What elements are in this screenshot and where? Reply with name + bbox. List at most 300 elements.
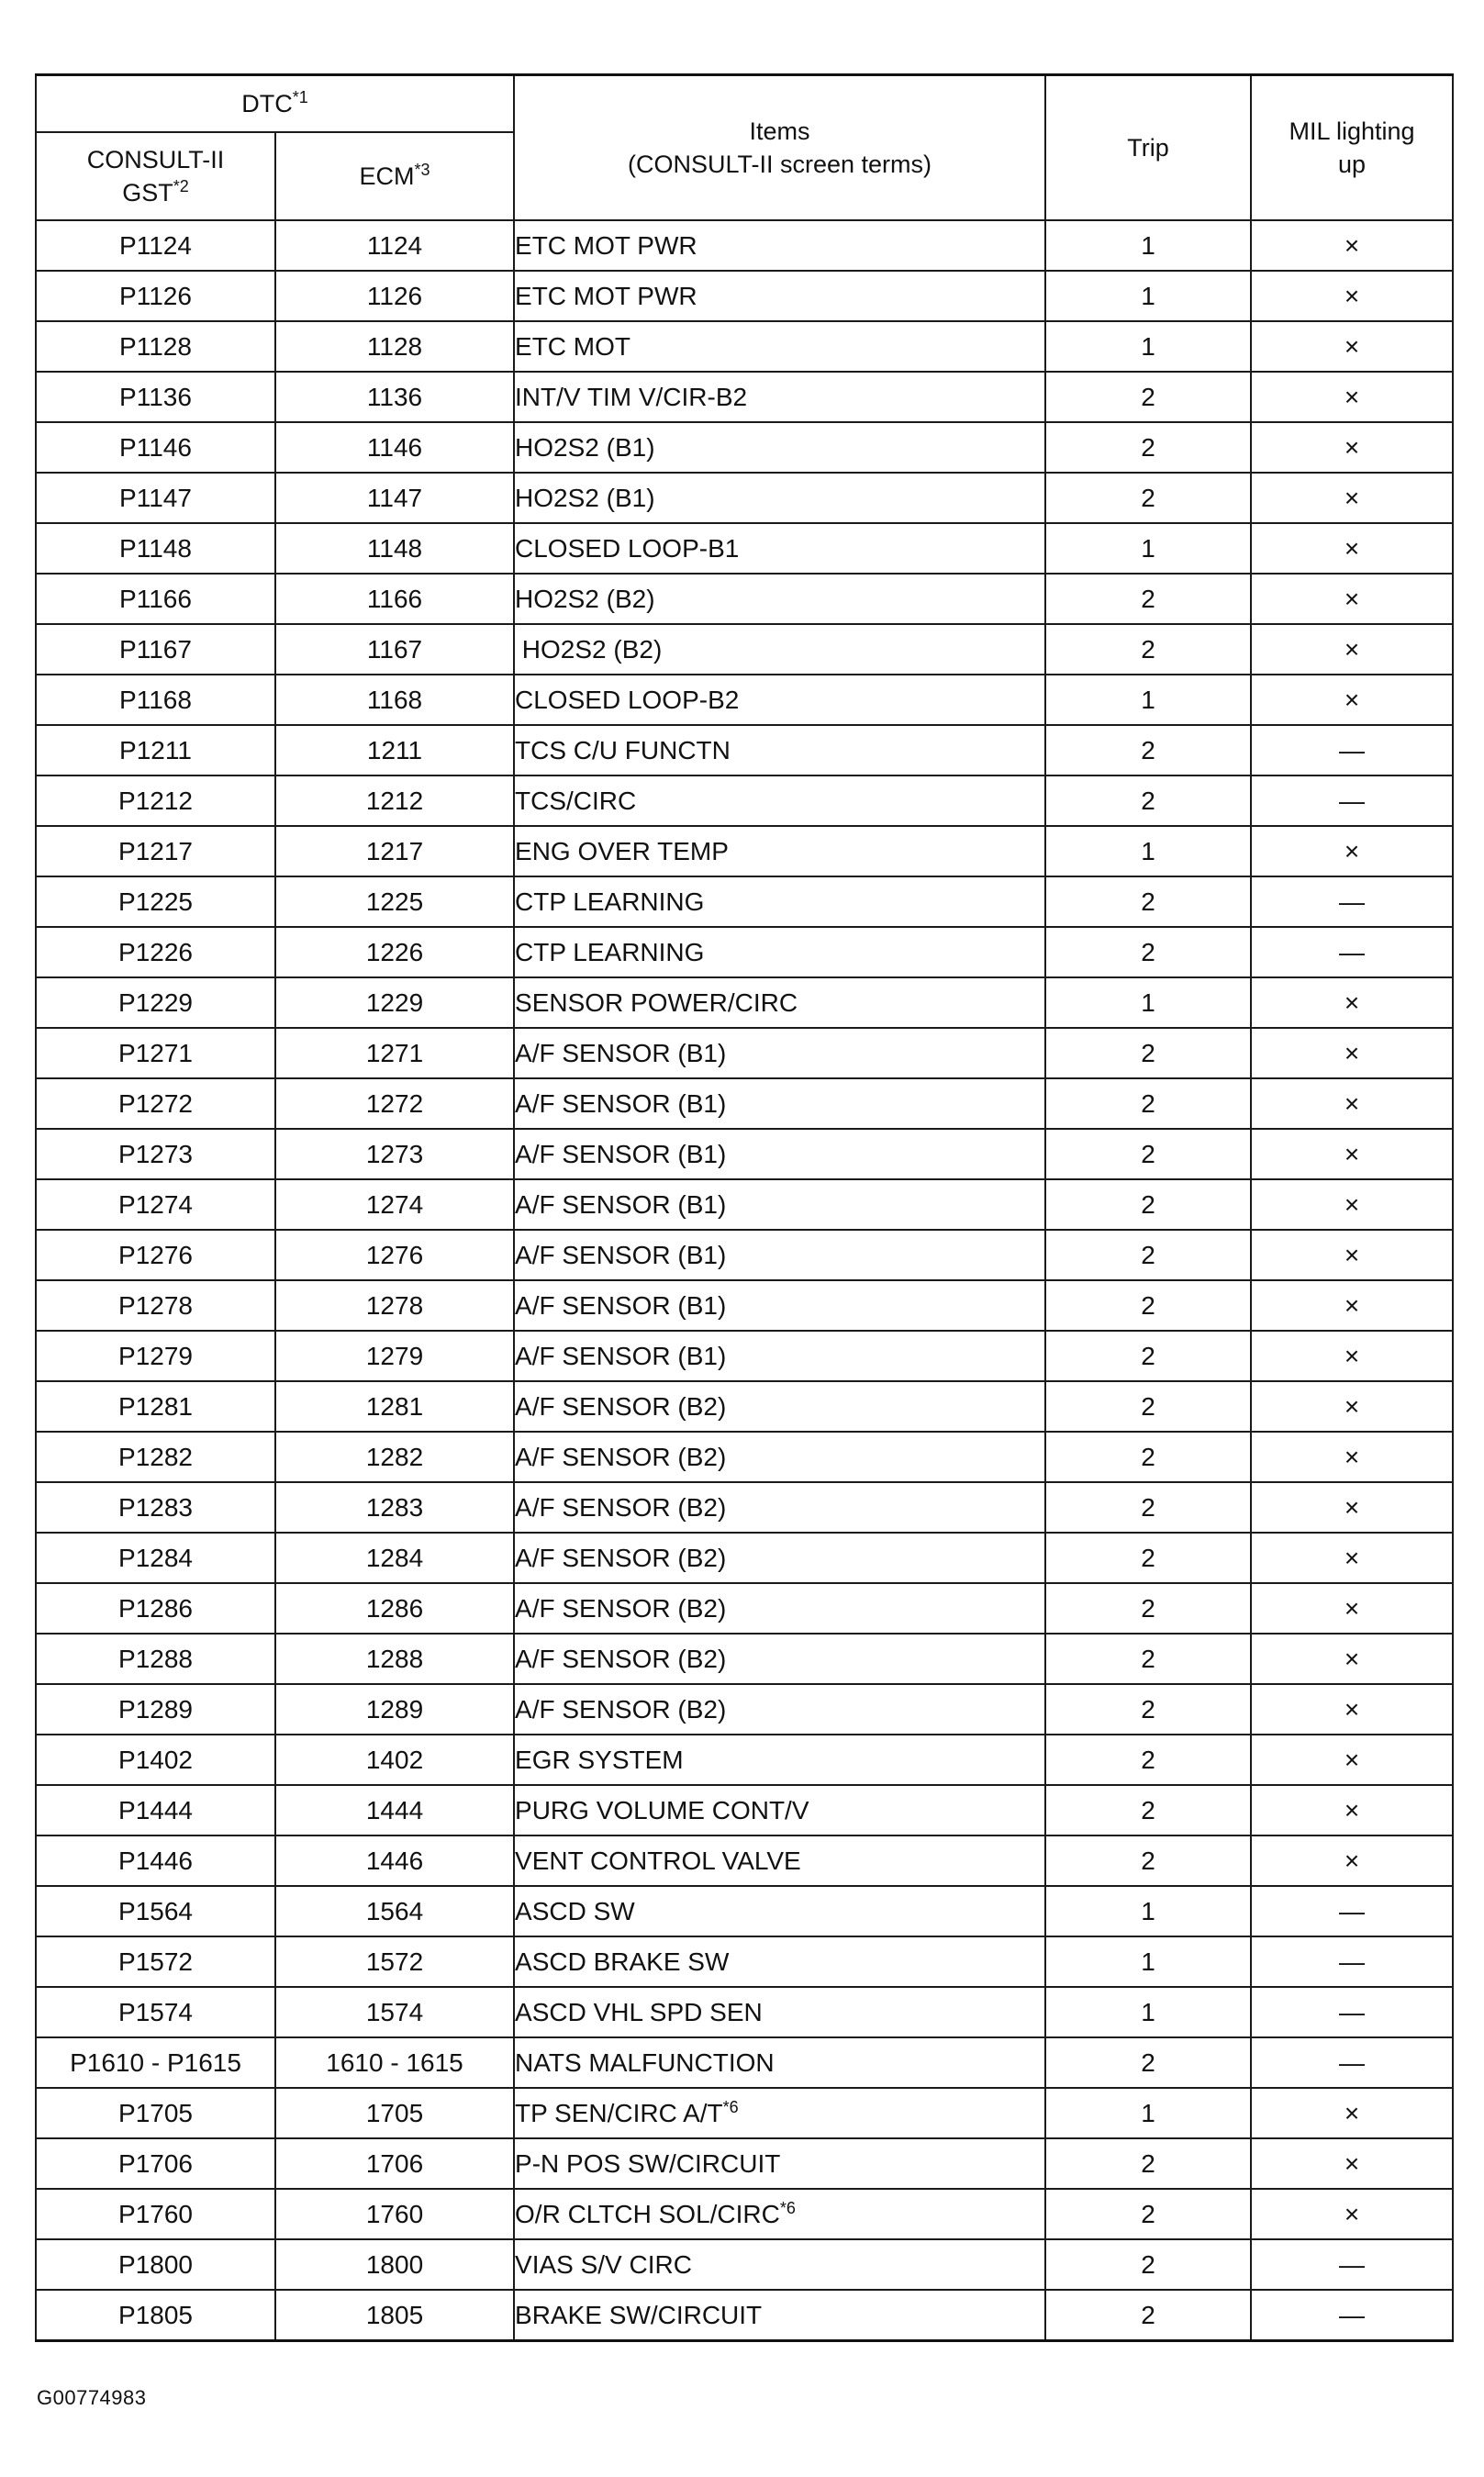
trip-cell: 2 — [1045, 1230, 1251, 1280]
mil-cell: × — [1251, 1381, 1453, 1432]
item-cell — [514, 1533, 1045, 1583]
gst-code-cell: P1281 — [36, 1381, 275, 1432]
gst-code-cell: P1217 — [36, 826, 275, 876]
item-cell — [514, 2189, 1045, 2239]
gst-code-cell: P1273 — [36, 1129, 275, 1179]
ecm-code-cell: 1128 — [275, 321, 514, 372]
mil-cell: — — [1251, 725, 1453, 775]
item-text: CLOSED LOOP-B1 — [515, 533, 740, 563]
mil-cell: × — [1251, 2189, 1453, 2239]
ecm-code-cell: 1136 — [275, 372, 514, 422]
gst-code-cell: P1274 — [36, 1179, 275, 1230]
gst-code-cell: P1289 — [36, 1684, 275, 1735]
table-row — [36, 1331, 1453, 1381]
ecm-code-cell: 1283 — [275, 1482, 514, 1533]
gst-header-label: GST — [122, 179, 173, 206]
gst-code-cell: P1610 - P1615 — [36, 2037, 275, 2088]
ecm-code-cell: 1217 — [275, 826, 514, 876]
mil-cell: × — [1251, 1331, 1453, 1381]
item-cell — [514, 775, 1045, 826]
trip-cell: 2 — [1045, 1129, 1251, 1179]
footnote-mark: *2 — [173, 177, 189, 195]
item-cell — [514, 1684, 1045, 1735]
table-row — [36, 775, 1453, 826]
trip-cell: 1 — [1045, 321, 1251, 372]
ecm-code-cell: 1147 — [275, 473, 514, 523]
gst-code-cell: P1402 — [36, 1735, 275, 1785]
item-cell — [514, 1230, 1045, 1280]
ecm-code-cell: 1446 — [275, 1835, 514, 1886]
trip-cell: 2 — [1045, 1331, 1251, 1381]
mil-cell: × — [1251, 1634, 1453, 1684]
trip-cell: 2 — [1045, 775, 1251, 826]
footnote-mark: *3 — [414, 160, 430, 179]
gst-code-cell: P1283 — [36, 1482, 275, 1533]
ecm-code-cell: 1126 — [275, 271, 514, 321]
item-cell — [514, 1835, 1045, 1886]
mil-cell: × — [1251, 977, 1453, 1028]
table-row — [36, 876, 1453, 927]
item-text: O/R CLTCH SOL/CIRC — [515, 2199, 780, 2228]
table-row — [36, 1381, 1453, 1432]
item-cell — [514, 1482, 1045, 1533]
item-cell — [514, 876, 1045, 927]
item-text: A/F SENSOR (B2) — [515, 1492, 727, 1522]
mil-cell: × — [1251, 2138, 1453, 2189]
table-body — [36, 220, 1453, 2341]
item-text: HO2S2 (B2) — [515, 584, 655, 613]
item-text: TP SEN/CIRC A/T — [515, 2098, 723, 2127]
gst-code-cell: P1574 — [36, 1987, 275, 2037]
mil-cell: — — [1251, 1987, 1453, 2037]
gst-code-cell: P1147 — [36, 473, 275, 523]
gst-code-cell: P1126 — [36, 271, 275, 321]
mil-cell: — — [1251, 2239, 1453, 2290]
ecm-code-cell: 1572 — [275, 1936, 514, 1987]
ecm-code-cell: 1148 — [275, 523, 514, 574]
item-text: A/F SENSOR (B2) — [515, 1593, 727, 1623]
item-text: BRAKE SW/CIRCUIT — [515, 2300, 763, 2329]
trip-cell: 2 — [1045, 1583, 1251, 1634]
table-row — [36, 1735, 1453, 1785]
ecm-code-cell: 1226 — [275, 927, 514, 977]
mil-cell: × — [1251, 1078, 1453, 1129]
mil-header — [1251, 75, 1453, 221]
dtc-table — [35, 73, 1454, 2342]
table-row — [36, 574, 1453, 624]
item-cell — [514, 1280, 1045, 1331]
ecm-code-cell: 1574 — [275, 1987, 514, 2037]
gst-code-cell: P1572 — [36, 1936, 275, 1987]
item-text: PURG VOLUME CONT/V — [515, 1795, 809, 1824]
item-text: HO2S2 (B1) — [515, 483, 655, 512]
dtc-header-label: DTC — [241, 89, 293, 117]
gst-code-cell: P1146 — [36, 422, 275, 473]
item-cell — [514, 473, 1045, 523]
trip-cell: 2 — [1045, 2138, 1251, 2189]
gst-code-cell: P1229 — [36, 977, 275, 1028]
ecm-code-cell: 1800 — [275, 2239, 514, 2290]
ecm-code-cell: 1273 — [275, 1129, 514, 1179]
item-text: ASCD VHL SPD SEN — [515, 1997, 763, 2026]
gst-code-cell: P1284 — [36, 1533, 275, 1583]
ecm-code-cell: 1167 — [275, 624, 514, 675]
ecm-code-cell: 1282 — [275, 1432, 514, 1482]
item-text: SENSOR POWER/CIRC — [515, 987, 798, 1017]
item-text: ETC MOT — [515, 331, 631, 361]
dtc-table-container — [35, 73, 1452, 2342]
ecm-code-cell: 1229 — [275, 977, 514, 1028]
ecm-code-cell: 1444 — [275, 1785, 514, 1835]
item-cell — [514, 2290, 1045, 2341]
ecm-code-cell: 1284 — [275, 1533, 514, 1583]
ecm-code-cell: 1168 — [275, 675, 514, 725]
item-text: VENT CONTROL VALVE — [515, 1846, 801, 1875]
ecm-code-cell: 1706 — [275, 2138, 514, 2189]
trip-cell: 2 — [1045, 1482, 1251, 1533]
gst-code-cell: P1136 — [36, 372, 275, 422]
item-cell — [514, 1381, 1045, 1432]
trip-cell: 2 — [1045, 1432, 1251, 1482]
item-text: A/F SENSOR (B2) — [515, 1442, 727, 1471]
mil-header-line2: up — [1337, 151, 1367, 178]
trip-cell: 1 — [1045, 826, 1251, 876]
mil-cell: — — [1251, 927, 1453, 977]
ecm-code-cell: 1564 — [275, 1886, 514, 1936]
gst-code-cell: P1211 — [36, 725, 275, 775]
trip-cell: 1 — [1045, 2088, 1251, 2138]
trip-cell: 2 — [1045, 1634, 1251, 1684]
mil-cell: × — [1251, 1785, 1453, 1835]
table-row — [36, 826, 1453, 876]
item-cell — [514, 1432, 1045, 1482]
gst-code-cell: P1564 — [36, 1886, 275, 1936]
ecm-code-cell: 1278 — [275, 1280, 514, 1331]
table-row — [36, 220, 1453, 271]
item-cell — [514, 1735, 1045, 1785]
table-row — [36, 1230, 1453, 1280]
items-header-line2: (CONSULT-II screen terms) — [627, 151, 932, 178]
footnote-mark: *1 — [292, 87, 308, 106]
trip-cell: 2 — [1045, 574, 1251, 624]
trip-cell: 2 — [1045, 1835, 1251, 1886]
item-cell — [514, 2037, 1045, 2088]
dtc-header — [36, 75, 514, 133]
item-text: A/F SENSOR (B1) — [515, 1341, 727, 1370]
gst-code-cell: P1706 — [36, 2138, 275, 2189]
item-cell — [514, 1634, 1045, 1684]
item-text: A/F SENSOR (B2) — [515, 1644, 727, 1673]
table-row — [36, 2138, 1453, 2189]
trip-cell: 2 — [1045, 927, 1251, 977]
mil-cell: × — [1251, 624, 1453, 675]
gst-code-cell: P1446 — [36, 1835, 275, 1886]
ecm-code-cell: 1271 — [275, 1028, 514, 1078]
table-row — [36, 1583, 1453, 1634]
item-text: A/F SENSOR (B2) — [515, 1694, 727, 1724]
table-row — [36, 1028, 1453, 1078]
table-row — [36, 1785, 1453, 1835]
item-text: A/F SENSOR (B2) — [515, 1543, 727, 1572]
trip-cell: 1 — [1045, 675, 1251, 725]
item-cell — [514, 977, 1045, 1028]
item-text: ENG OVER TEMP — [515, 836, 729, 865]
ecm-code-cell: 1281 — [275, 1381, 514, 1432]
trip-cell: 2 — [1045, 422, 1251, 473]
footnote-mark: *6 — [779, 2198, 796, 2217]
item-cell — [514, 1583, 1045, 1634]
item-cell — [514, 675, 1045, 725]
mil-cell: × — [1251, 1280, 1453, 1331]
item-cell — [514, 927, 1045, 977]
mil-cell: × — [1251, 1533, 1453, 1583]
trip-cell: 1 — [1045, 1886, 1251, 1936]
item-text: P-N POS SW/CIRCUIT — [515, 2148, 781, 2178]
gst-code-cell: P1148 — [36, 523, 275, 574]
table-row — [36, 2088, 1453, 2138]
table-header — [36, 75, 1453, 221]
table-row — [36, 321, 1453, 372]
ecm-code-cell: 1211 — [275, 725, 514, 775]
table-row — [36, 1886, 1453, 1936]
gst-code-cell: P1166 — [36, 574, 275, 624]
item-text: A/F SENSOR (B1) — [515, 1139, 727, 1168]
ecm-code-cell: 1805 — [275, 2290, 514, 2341]
table-row — [36, 1129, 1453, 1179]
trip-cell: 2 — [1045, 1078, 1251, 1129]
mil-cell: × — [1251, 473, 1453, 523]
item-cell — [514, 220, 1045, 271]
table-row — [36, 675, 1453, 725]
gst-code-cell: P1800 — [36, 2239, 275, 2290]
item-text: TCS/CIRC — [515, 786, 637, 815]
trip-cell: 2 — [1045, 2037, 1251, 2088]
gst-code-cell: P1276 — [36, 1230, 275, 1280]
table-row — [36, 372, 1453, 422]
trip-cell: 2 — [1045, 1028, 1251, 1078]
mil-cell: × — [1251, 372, 1453, 422]
mil-cell: × — [1251, 523, 1453, 574]
table-row — [36, 2239, 1453, 2290]
mil-cell: × — [1251, 1735, 1453, 1785]
gst-code-cell: P1282 — [36, 1432, 275, 1482]
gst-code-cell: P1444 — [36, 1785, 275, 1835]
item-cell — [514, 422, 1045, 473]
trip-cell: 1 — [1045, 977, 1251, 1028]
mil-cell: — — [1251, 775, 1453, 826]
ecm-code-cell: 1705 — [275, 2088, 514, 2138]
item-cell — [514, 1987, 1045, 2037]
item-text: CLOSED LOOP-B2 — [515, 685, 740, 714]
mil-cell: × — [1251, 574, 1453, 624]
trip-cell: 2 — [1045, 1179, 1251, 1230]
table-row — [36, 1634, 1453, 1684]
mil-cell: × — [1251, 321, 1453, 372]
ecm-header-label: ECM — [359, 162, 415, 190]
item-cell — [514, 624, 1045, 675]
gst-code-cell: P1272 — [36, 1078, 275, 1129]
item-cell — [514, 1331, 1045, 1381]
gst-code-cell: P1226 — [36, 927, 275, 977]
ecm-code-cell: 1279 — [275, 1331, 514, 1381]
ecm-code-cell: 1274 — [275, 1179, 514, 1230]
ecm-code-cell: 1276 — [275, 1230, 514, 1280]
ecm-code-cell: 1146 — [275, 422, 514, 473]
trip-cell: 2 — [1045, 725, 1251, 775]
trip-cell: 2 — [1045, 624, 1251, 675]
trip-cell: 2 — [1045, 1533, 1251, 1583]
table-row — [36, 2189, 1453, 2239]
trip-cell: 1 — [1045, 271, 1251, 321]
mil-cell: — — [1251, 2037, 1453, 2088]
trip-cell: 1 — [1045, 1987, 1251, 2037]
mil-cell: × — [1251, 1230, 1453, 1280]
trip-cell: 2 — [1045, 1280, 1251, 1331]
trip-cell: 2 — [1045, 1381, 1251, 1432]
item-cell — [514, 2088, 1045, 2138]
mil-cell: × — [1251, 1583, 1453, 1634]
item-text: CTP LEARNING — [515, 937, 705, 966]
table-row — [36, 2290, 1453, 2341]
footnote-mark: *6 — [722, 2097, 739, 2116]
item-cell — [514, 1785, 1045, 1835]
ecm-code-cell: 1288 — [275, 1634, 514, 1684]
item-text: VIAS S/V CIRC — [515, 2249, 692, 2279]
ecm-code-cell: 1225 — [275, 876, 514, 927]
item-cell — [514, 574, 1045, 624]
table-row — [36, 1936, 1453, 1987]
table-row — [36, 927, 1453, 977]
ecm-header — [275, 132, 514, 220]
ecm-code-cell: 1402 — [275, 1735, 514, 1785]
gst-code-cell: P1212 — [36, 775, 275, 826]
mil-cell: × — [1251, 1028, 1453, 1078]
gst-code-cell: P1805 — [36, 2290, 275, 2341]
ecm-code-cell: 1610 - 1615 — [275, 2037, 514, 2088]
mil-cell: × — [1251, 1684, 1453, 1735]
table-row — [36, 523, 1453, 574]
trip-cell: 2 — [1045, 2239, 1251, 2290]
item-cell — [514, 1078, 1045, 1129]
item-text: ETC MOT PWR — [515, 281, 697, 310]
item-text: A/F SENSOR (B2) — [515, 1391, 727, 1421]
gst-code-cell: P1705 — [36, 2088, 275, 2138]
item-text: NATS MALFUNCTION — [515, 2047, 775, 2077]
item-text: CTP LEARNING — [515, 887, 705, 916]
consult-header-label: CONSULT-II — [86, 145, 225, 173]
trip-cell: 2 — [1045, 1684, 1251, 1735]
item-text: INT/V TIM V/CIR-B2 — [515, 382, 748, 411]
gst-code-cell: P1279 — [36, 1331, 275, 1381]
gst-code-cell: P1167 — [36, 624, 275, 675]
item-text: ETC MOT PWR — [515, 230, 697, 260]
table-row — [36, 1482, 1453, 1533]
item-cell — [514, 2138, 1045, 2189]
ecm-code-cell: 1286 — [275, 1583, 514, 1634]
item-cell — [514, 523, 1045, 574]
table-row — [36, 271, 1453, 321]
trip-cell: 1 — [1045, 523, 1251, 574]
item-text: HO2S2 (B2) — [515, 634, 663, 664]
item-cell — [514, 1129, 1045, 1179]
table-row — [36, 1684, 1453, 1735]
table-row — [36, 1280, 1453, 1331]
trip-header: Trip — [1045, 75, 1251, 221]
item-text: A/F SENSOR (B1) — [515, 1189, 727, 1219]
mil-cell: × — [1251, 2088, 1453, 2138]
trip-cell: 2 — [1045, 473, 1251, 523]
item-text: A/F SENSOR (B1) — [515, 1088, 727, 1118]
table-row — [36, 2037, 1453, 2088]
trip-cell: 2 — [1045, 876, 1251, 927]
trip-cell: 2 — [1045, 1735, 1251, 1785]
item-text: A/F SENSOR (B1) — [515, 1290, 727, 1320]
gst-code-cell: P1168 — [36, 675, 275, 725]
item-text: TCS C/U FUNCTN — [515, 735, 731, 764]
table-row — [36, 1078, 1453, 1129]
mil-cell: × — [1251, 1482, 1453, 1533]
mil-cell: × — [1251, 271, 1453, 321]
table-row — [36, 422, 1453, 473]
item-cell — [514, 2239, 1045, 2290]
table-row — [36, 725, 1453, 775]
table-row — [36, 1432, 1453, 1482]
items-header-line1: Items — [749, 117, 810, 145]
gst-code-cell: P1271 — [36, 1028, 275, 1078]
mil-cell: — — [1251, 1936, 1453, 1987]
item-text: HO2S2 (B1) — [515, 432, 655, 462]
table-row — [36, 473, 1453, 523]
mil-cell: × — [1251, 1179, 1453, 1230]
item-cell — [514, 271, 1045, 321]
gst-code-cell: P1286 — [36, 1583, 275, 1634]
item-text: ASCD SW — [515, 1896, 635, 1925]
mil-cell: × — [1251, 422, 1453, 473]
gst-code-cell: P1124 — [36, 220, 275, 271]
gst-code-cell: P1128 — [36, 321, 275, 372]
gst-code-cell: P1288 — [36, 1634, 275, 1684]
item-cell — [514, 372, 1045, 422]
trip-cell: 1 — [1045, 1936, 1251, 1987]
item-cell — [514, 826, 1045, 876]
trip-cell: 2 — [1045, 372, 1251, 422]
ecm-code-cell: 1289 — [275, 1684, 514, 1735]
ecm-code-cell: 1212 — [275, 775, 514, 826]
mil-header-line1: MIL lighting — [1289, 117, 1415, 145]
item-text: ASCD BRAKE SW — [515, 1947, 730, 1976]
trip-cell: 2 — [1045, 2290, 1251, 2341]
trip-cell: 2 — [1045, 1785, 1251, 1835]
trip-cell: 2 — [1045, 2189, 1251, 2239]
items-header — [514, 75, 1045, 221]
mil-cell: × — [1251, 220, 1453, 271]
table-row — [36, 1987, 1453, 2037]
item-text: EGR SYSTEM — [515, 1745, 684, 1774]
mil-cell: — — [1251, 2290, 1453, 2341]
mil-cell: × — [1251, 675, 1453, 725]
ecm-code-cell: 1760 — [275, 2189, 514, 2239]
gst-code-cell: P1760 — [36, 2189, 275, 2239]
item-cell — [514, 321, 1045, 372]
consult-gst-header — [36, 132, 275, 220]
table-row — [36, 624, 1453, 675]
gst-code-cell: P1225 — [36, 876, 275, 927]
table-row — [36, 977, 1453, 1028]
table-row — [36, 1533, 1453, 1583]
table-row — [36, 1179, 1453, 1230]
item-cell — [514, 725, 1045, 775]
item-text: A/F SENSOR (B1) — [515, 1240, 727, 1269]
